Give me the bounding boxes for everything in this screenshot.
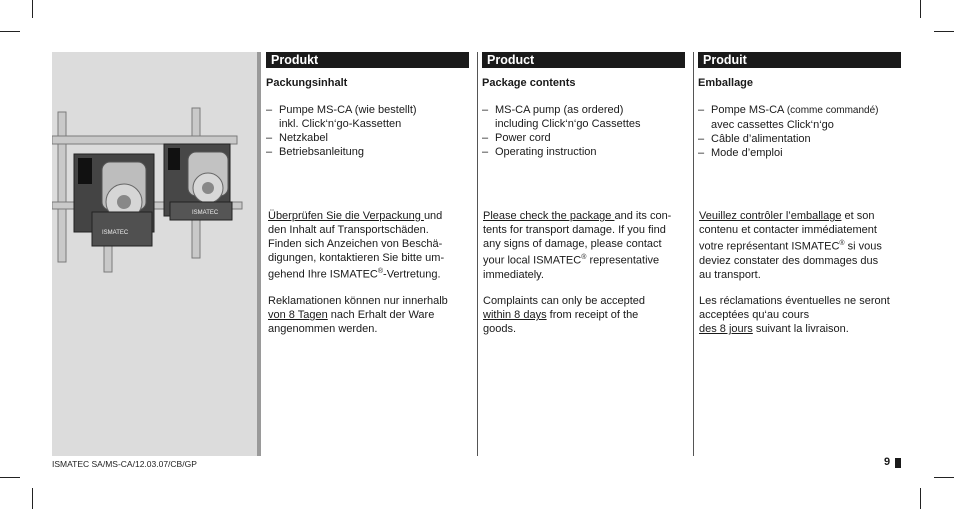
pump-left bbox=[74, 154, 154, 246]
column-german bbox=[266, 52, 469, 159]
crop-mark bbox=[32, 488, 33, 509]
section-subheading: Emballage bbox=[698, 77, 754, 89]
crop-mark bbox=[934, 477, 954, 478]
pump-photo bbox=[52, 52, 257, 456]
crop-mark bbox=[0, 477, 20, 478]
column-divider bbox=[693, 52, 694, 456]
inspection-paragraph: Please check the package and its con- tents for transport damage. If you find any signs of damage, please contact your local ISMATEC® representative immediately. bbox=[483, 210, 672, 282]
list-item: – Power cord bbox=[482, 131, 685, 145]
list-item: – Netzkabel bbox=[266, 131, 469, 145]
column-header: Produit bbox=[698, 52, 901, 68]
complaint-paragraph: Complaints can only be accepted within 8 days from receipt of the goods. bbox=[483, 295, 646, 336]
list-item: – MS-CA pump (as ordered) including Click‘n‘go Cassettes bbox=[482, 103, 685, 131]
brand-logo: ISMATEC bbox=[102, 230, 129, 236]
list-item: – Câble d’alimentation bbox=[698, 132, 901, 146]
crop-mark bbox=[920, 0, 921, 18]
contents-list bbox=[698, 103, 901, 160]
complaint-paragraph: Les réclamations éventuelles ne seront acceptées qu‘au cours des 8 jours suivant la livraison. bbox=[699, 295, 890, 336]
crop-mark bbox=[920, 488, 921, 509]
list-item: – Betriebsanleitung bbox=[266, 145, 469, 159]
column-divider bbox=[477, 52, 478, 456]
column-english bbox=[482, 52, 685, 159]
list-item: – Pompe MS-CA (comme commandé) avec cassettes Click‘n‘go bbox=[698, 103, 901, 132]
brand-logo: ISMATEC bbox=[192, 210, 219, 216]
column-header: Produkt bbox=[266, 52, 469, 68]
inspection-paragraph: Veuillez contrôler l’emballage et son contenu et contacter immédiatement votre représentant ISMATEC® si vous deviez constater des dommages dus au transport. bbox=[699, 210, 882, 282]
section-subheading: Packungsinhalt bbox=[266, 77, 348, 89]
complaint-paragraph: Reklamationen können nur innerhalb von 8 Tagen nach Erhalt der Ware angenommen werden. bbox=[268, 295, 448, 336]
column-header: Product bbox=[482, 52, 685, 68]
pump-right bbox=[164, 144, 232, 220]
crop-mark bbox=[934, 31, 954, 32]
photo-border bbox=[257, 52, 261, 456]
crop-mark bbox=[32, 0, 33, 18]
contents-list bbox=[482, 103, 685, 159]
document-reference: ISMATEC SA/MS-CA/12.03.07/CB/GP bbox=[52, 459, 197, 469]
page-marker bbox=[895, 458, 901, 468]
inspection-paragraph: Überprüfen Sie die Verpackung und den Inhalt auf Transportschäden. Finden sich Anzeichen von Beschä- digungen, kontaktieren Sie bitte um- gehend Ihre ISMATEC®-Vertretung. bbox=[268, 210, 445, 282]
product-photo-panel bbox=[52, 52, 257, 456]
column-french bbox=[698, 52, 901, 160]
list-item: – Pumpe MS-CA (wie bestellt) inkl. Click‘n‘go-Kassetten bbox=[266, 103, 469, 131]
contents-list bbox=[266, 103, 469, 159]
list-item: – Mode d’emploi bbox=[698, 146, 901, 160]
section-subheading: Package contents bbox=[482, 77, 576, 89]
crop-mark bbox=[0, 31, 20, 32]
list-item: – Operating instruction bbox=[482, 145, 685, 159]
page-number: 9 bbox=[884, 456, 891, 468]
